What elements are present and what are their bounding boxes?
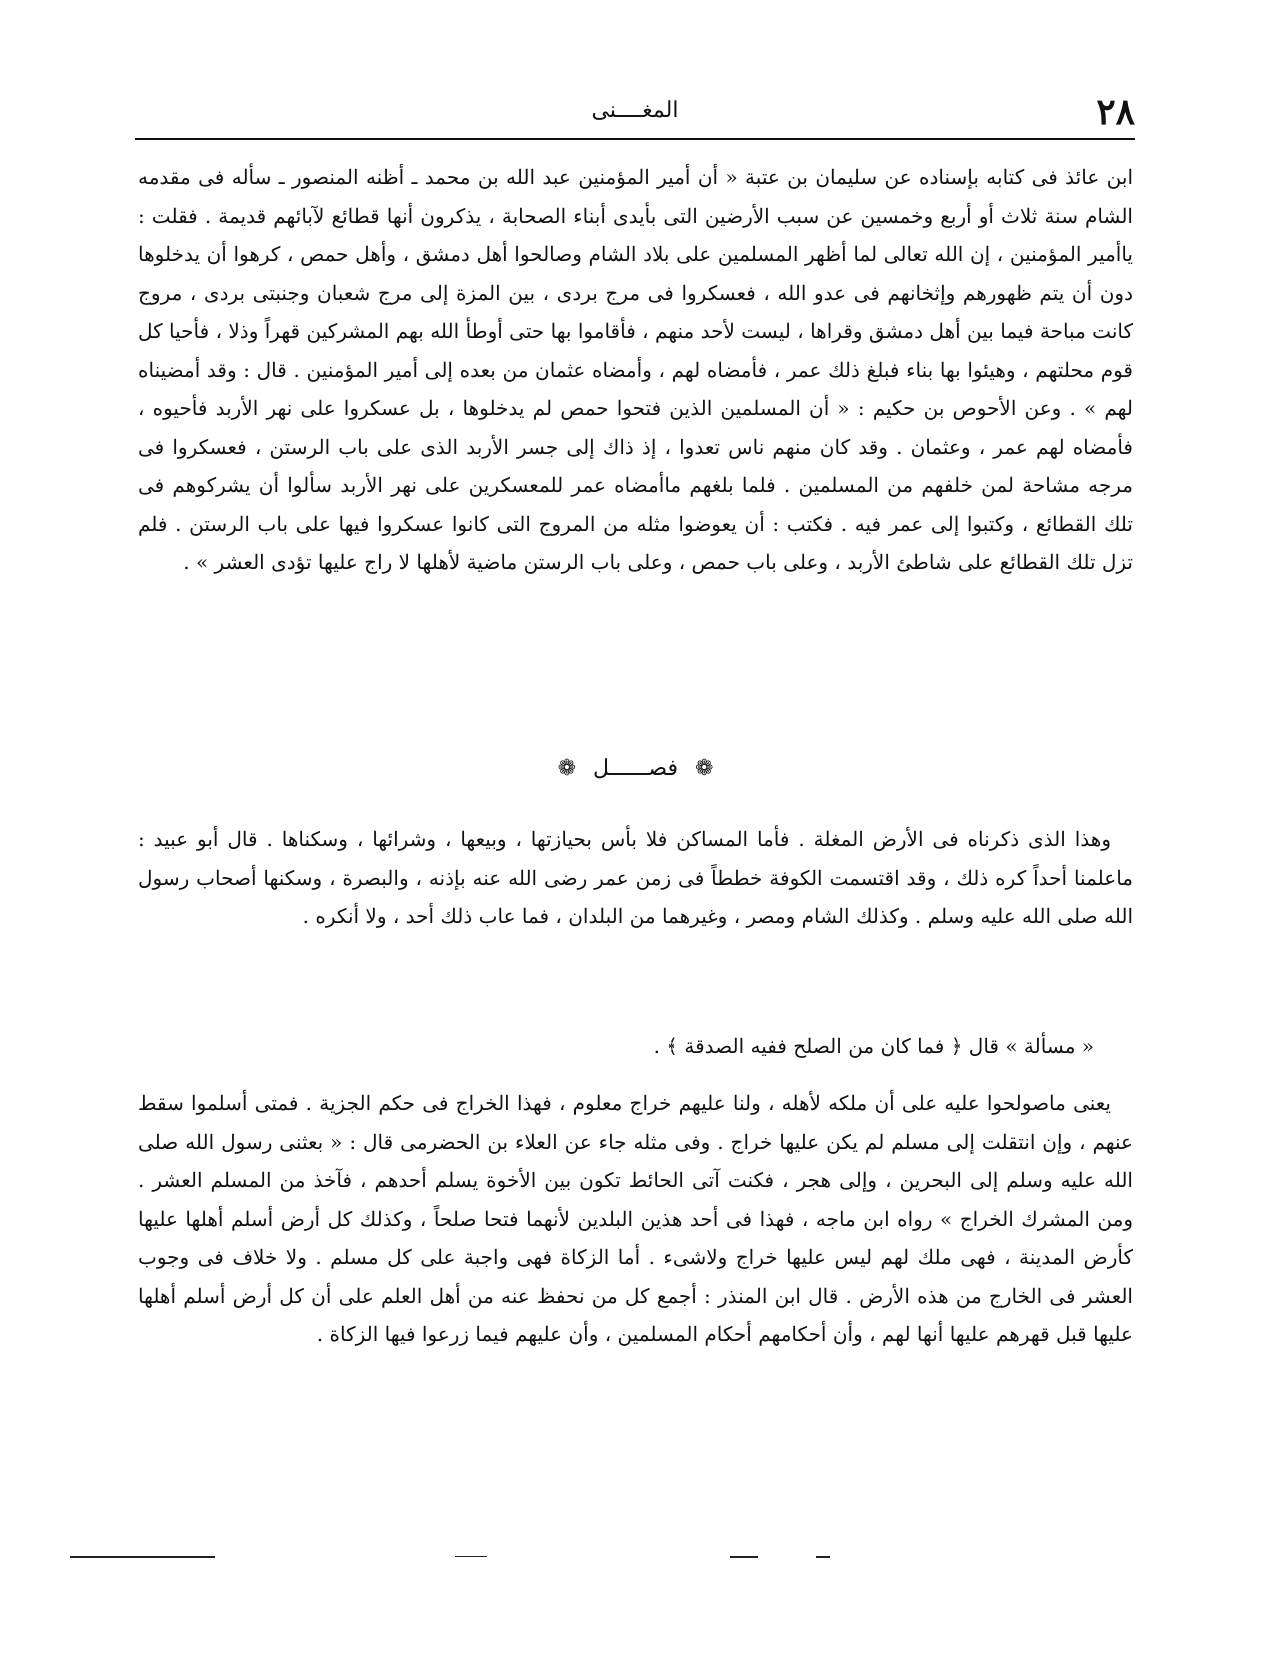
page-number: ٢٨ [1096, 91, 1135, 133]
ornament-icon: ❁ [694, 756, 714, 781]
paragraph: ابن عائذ فى كتابه بإسناده عن سليمان بن عتبة « أن أمير المؤمنين عبد الله بن محمد ـ أظنه المنصور ـ سأله فى مقدمه الشام سنة ثلاث أو أربع وخمسين عن سبب الأرضين التى بأيدى أبناء الصحابة ، يذكرون أنها قطائع لآبائهم قديمة . فقلت : ياأمير المؤمنين ، إن الله تعالى لما أظهر المسلمين على بلاد الشام وصالحوا أهل دمشق ، وأهل حمص ، كرهوا أن يدخلوها دون أن يتم ظهورهم وإثخانهم فى عدو الله ، فعسكروا فى مرج بردى ، بين المزة إلى مرج شعبان وجنبتى بردى ، مروج كانت مباحة فيما بين أهل دمشق وقراها ، ليست لأحد منهم ، فأقاموا بها حتى أوطأ الله بهم المشركين قهراً وذلا ، فأحيا كل قوم محلتهم ، وهيئوا بها بناء فبلغ ذلك عمر ، فأمضاه لهم ، وأمضاه عثمان من بعده إلى أمير المؤمنين . قال : وقد أمضيناه لهم » . وعن الأحوص بن حكيم : « أن المسلمين الذين فتحوا حمص لم يدخلوها ، بل عسكروا على نهر الأربد فأحيوه ، فأمضاه لهم عمر ، وعثمان . وقد كان منهم ناس تعدوا ، إذ ذاك إلى جسر الأربد الذى على باب الرستن ، فعسكروا فى مرجه مشاحة لمن خلفهم من المسلمين . فلما بلغهم ماأمضاه عمر للمعسكرين على نهر الأربد سألوا أن يشركوهم فى تلك القطائع ، وكتبوا إلى عمر فيه . فكتب : أن يعوضوا مثله من المروج التى كانوا عسكروا فيها على باب الرستن . فلم تزل تلك القطائع على شاطئ الأربد ، وعلى باب حمص ، وعلى باب الرستن ماضية لأهلها لا راج عليها تؤدى العشر » . [138, 165, 1134, 574]
footer-mark [730, 1556, 758, 1558]
header-rule [135, 138, 1135, 140]
body-block-3 [138, 1084, 1133, 1354]
footer-mark [455, 1556, 487, 1557]
running-title: المغــــنى [591, 98, 679, 123]
running-header [135, 88, 1135, 140]
section-heading [138, 752, 1133, 786]
section-title: فصــــــل [593, 756, 678, 781]
footer-rule [70, 1556, 215, 1558]
body-block-1 [138, 158, 1133, 582]
footer-mark [816, 1556, 830, 1558]
ornament-icon: ❁ [557, 756, 577, 781]
issue-heading: « مسألة » قال ﴿ فما كان من الصلح ففيه الصدقة ﴾ . [653, 1034, 1094, 1058]
paragraph: يعنى ماصولحوا عليه على أن ملكه لأهله ، ولنا عليهم خراج معلوم ، فهذا الخراج فى حكم الجزية . فمتى أسلموا سقط عنهم ، وإن انتقلت إلى مسلم لم يكن عليها خراج . وفى مثله جاء عن العلاء بن الحضرمى قال : « بعثنى رسول الله صلى الله عليه وسلم إلى البحرين ، وإلى هجر ، فكنت آتى الحائط تكون بين الأخوة يسلم أحدهم ، فآخذ من المسلم العشر . ومن المشرك الخراج » رواه ابن ماجه ، فهذا فى أحد هذين البلدين لأنهما فتحا صلحاً ، وكذلك كل أرض أسلم أهلها عليها كأرض المدينة ، فهى ملك لهم ليس عليها خراج ولاشىء . أما الزكاة فهى واجبة على كل مسلم . ولا خلاف فى وجوب العشر فى الخارج من هذه الأرض . قال ابن المنذر : أجمع كل من نحفظ عنه من أهل العلم على أن كل أرض أسلم أهلها عليها قبل قهرهم عليها أنها لهم ، وأن أحكامهم أحكام المسلمين ، وأن عليهم فيما زرعوا فيها الزكاة . [138, 1091, 1133, 1346]
body-block-2 [138, 820, 1133, 936]
paragraph: وهذا الذى ذكرناه فى الأرض المغلة . فأما المساكن فلا بأس بحيازتها ، وبيعها ، وشرائها ، وسكناها . قال أبو عبيد : ماعلمنا أحداً كره ذلك ، وقد اقتسمت الكوفة خططاً فى زمن عمر رضى الله عنه بإذنه ، والبصرة ، وسكنها أصحاب رسول الله صلى الله عليه وسلم . وكذلك الشام ومصر ، وغيرهما من البلدان ، فما عاب ذلك أحد ، ولا أنكره . [138, 827, 1133, 928]
